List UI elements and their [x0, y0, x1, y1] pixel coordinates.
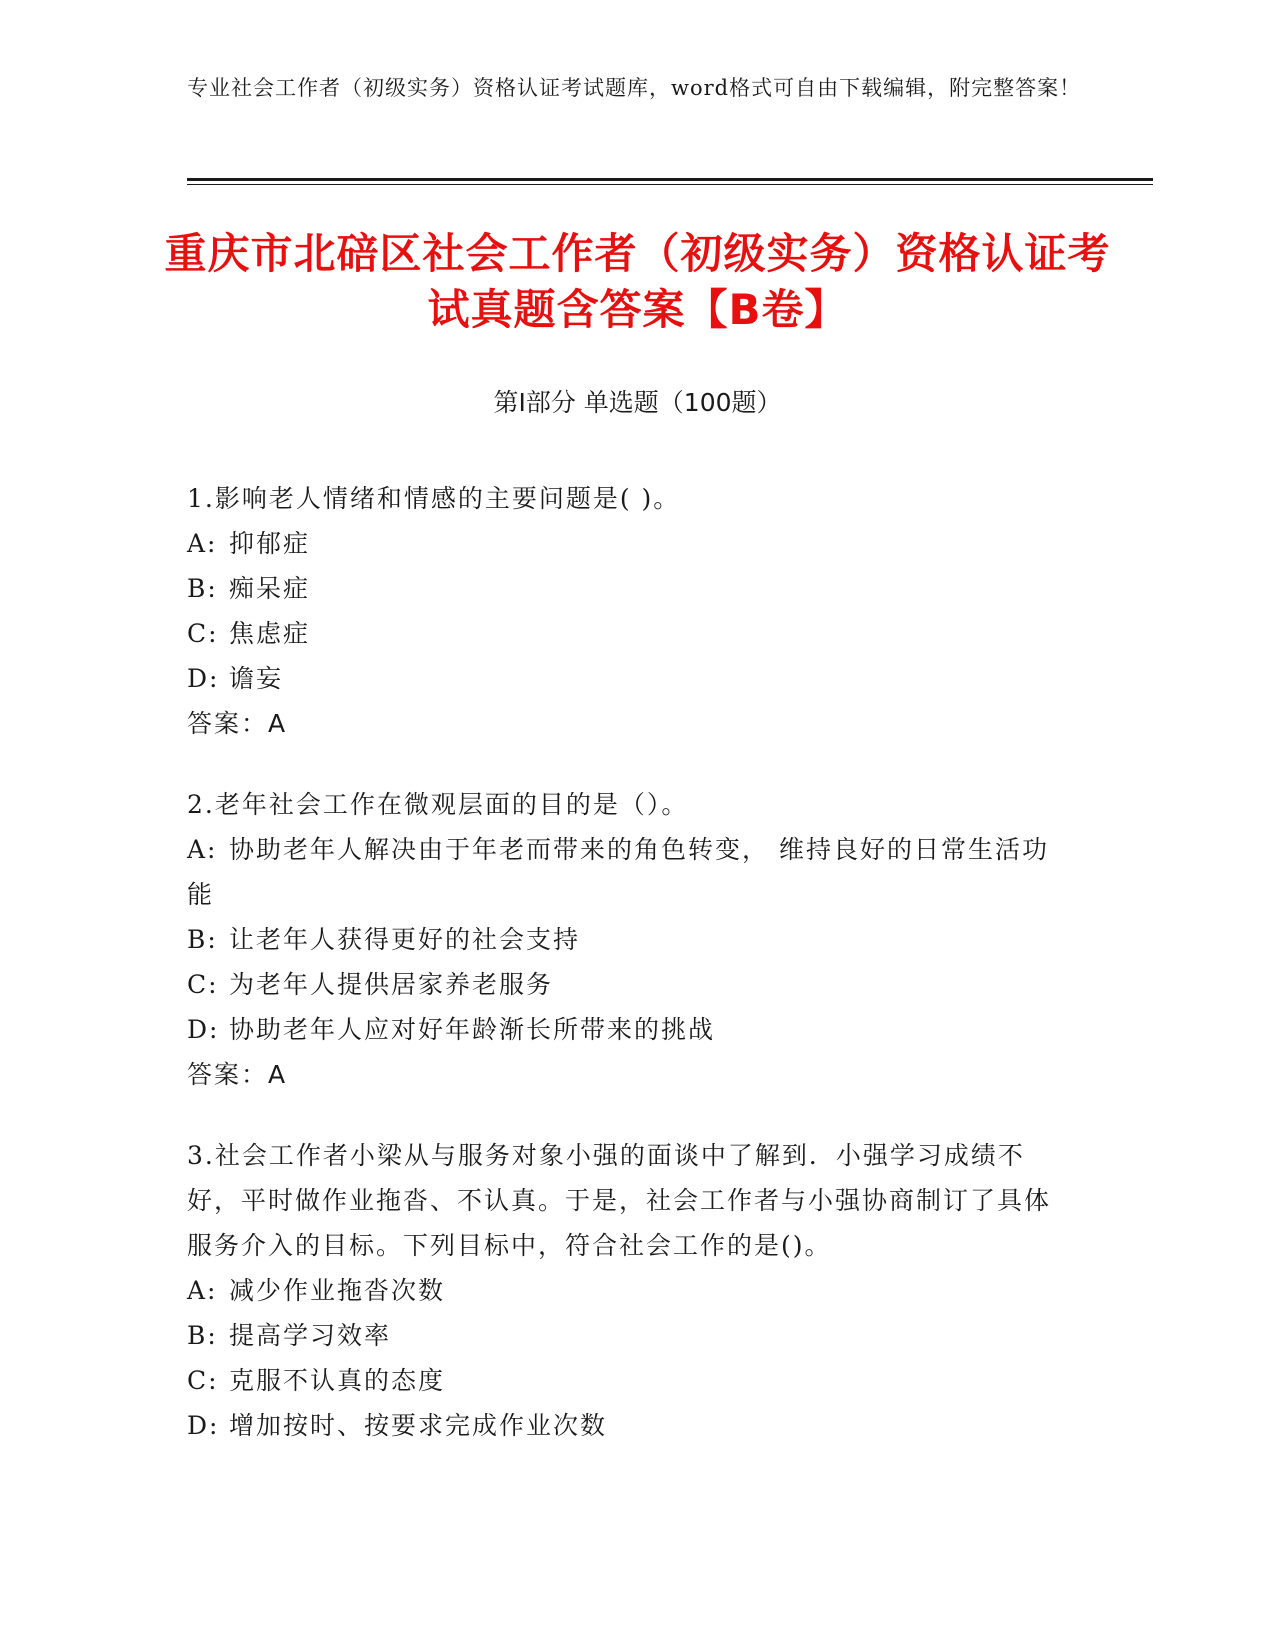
option-a — [187, 827, 1067, 917]
option-text: 痴呆症 — [229, 574, 311, 603]
option-text: 协助老年人解决由于年老而带来的角色转变， 维持良好的日常生活功能 — [187, 835, 1049, 909]
option-a — [187, 1268, 1067, 1313]
section-title: 第Ⅰ部分 单选题（100题） — [493, 388, 782, 417]
question-stem: 1.影响老人情绪和情感的主要问题是( )。 — [187, 484, 681, 513]
question-stem: 3.社会工作者小梁从与服务对象小强的面谈中了解到．小强学习成绩不好，平时做作业拖沓、不认真。于是，社会工作者与小强协商制订了具体服务介入的目标。下列目标中，符合社会工作的是()。 — [187, 1141, 1052, 1260]
option-letter: D: — [187, 664, 220, 693]
option-letter: C: — [187, 619, 219, 648]
header-note: 专业社会工作者（初级实务）资格认证考试题库，word格式可自由下载编辑，附完整答案！ — [187, 76, 1082, 100]
option-text: 克服不认真的态度 — [229, 1366, 446, 1395]
option-letter: B: — [187, 925, 218, 954]
option-letter: A: — [187, 529, 218, 558]
answer-line: 答案：A — [187, 1060, 288, 1089]
option-letter: B: — [187, 574, 218, 603]
option-c — [187, 962, 1067, 1007]
option-letter: D: — [187, 1411, 220, 1440]
question-stem: 2.老年社会工作在微观层面的目的是（）。 — [187, 790, 689, 819]
option-c — [187, 1358, 1067, 1403]
header-divider-thin — [187, 184, 1153, 185]
answer-line: 答案：A — [187, 709, 288, 738]
option-b — [187, 566, 1067, 611]
option-text: 抑郁症 — [229, 529, 311, 558]
option-letter: A: — [187, 835, 218, 864]
option-letter: A: — [187, 1276, 218, 1305]
option-text: 协助老年人应对好年龄渐长所带来的挑战 — [229, 1015, 716, 1044]
option-text: 增加按时、按要求完成作业次数 — [229, 1411, 608, 1440]
option-text: 减少作业拖沓次数 — [229, 1276, 446, 1305]
option-letter: B: — [187, 1321, 218, 1350]
question-3 — [187, 1133, 1067, 1448]
option-text: 提高学习效率 — [229, 1321, 392, 1350]
option-letter: D: — [187, 1015, 220, 1044]
option-d — [187, 656, 1067, 701]
option-b — [187, 917, 1067, 962]
option-c — [187, 611, 1067, 656]
option-text: 焦虑症 — [229, 619, 311, 648]
option-a — [187, 521, 1067, 566]
question-list — [187, 476, 1067, 1484]
option-letter: C: — [187, 970, 219, 999]
option-b — [187, 1313, 1067, 1358]
option-text: 让老年人获得更好的社会支持 — [229, 925, 581, 954]
question-2 — [187, 782, 1067, 1097]
option-d — [187, 1007, 1067, 1052]
document-title: 重庆市北碚区社会工作者（初级实务）资格认证考试真题含答案【B卷】 — [164, 229, 1111, 334]
option-text: 为老年人提供居家养老服务 — [229, 970, 554, 999]
option-d — [187, 1403, 1067, 1448]
question-1 — [187, 476, 1067, 746]
header-divider-thick — [187, 178, 1153, 181]
option-text: 谵妄 — [229, 664, 284, 693]
option-letter: C: — [187, 1366, 219, 1395]
